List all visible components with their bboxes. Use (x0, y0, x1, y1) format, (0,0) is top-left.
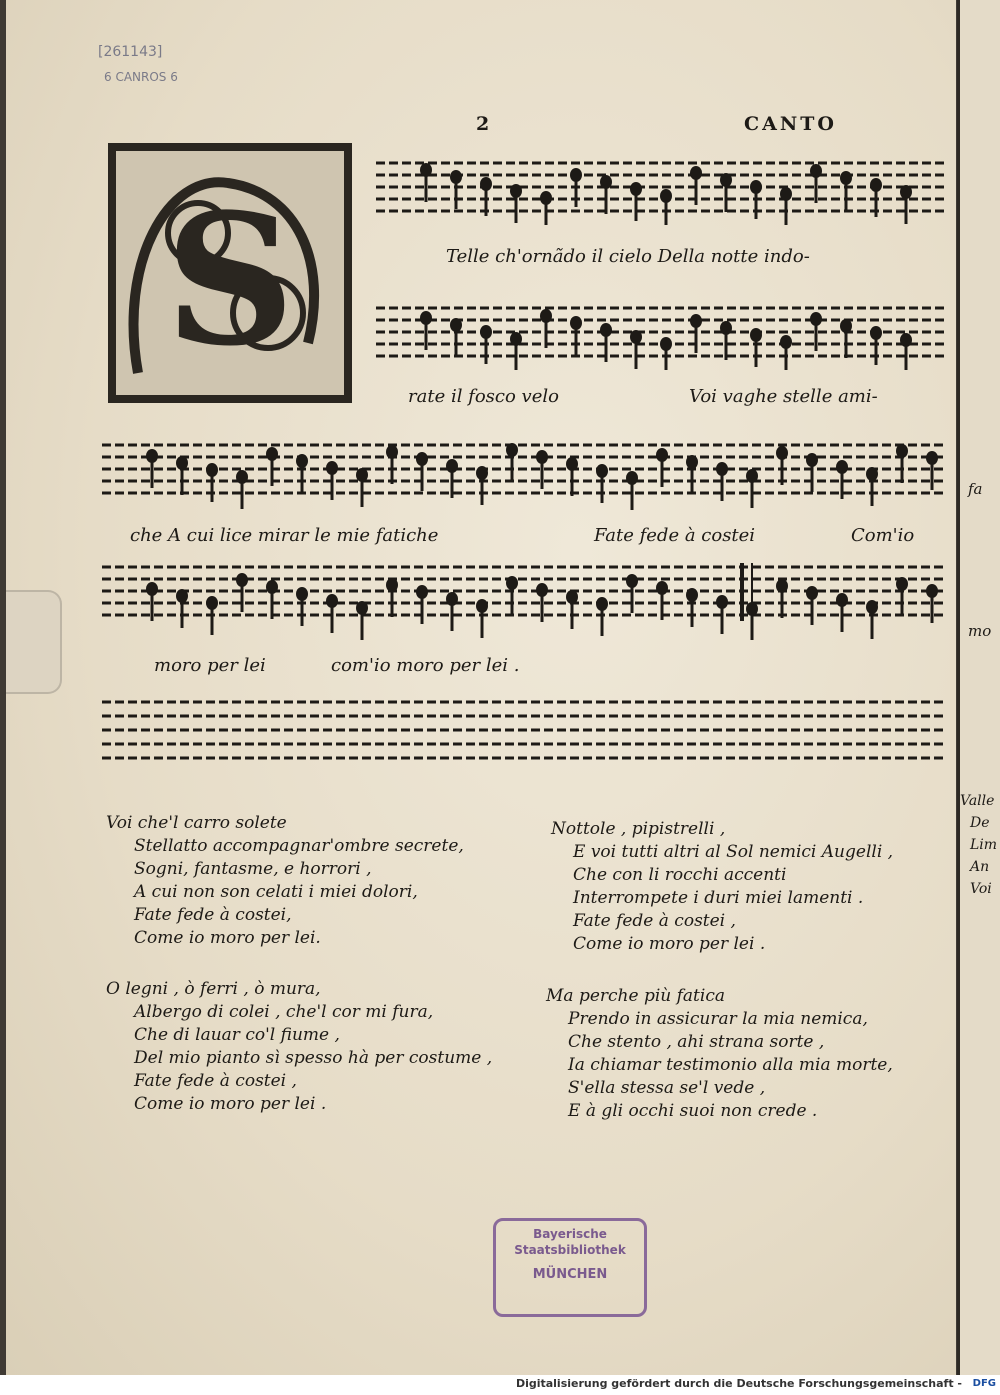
adjacent-fragment: Valle (960, 793, 995, 809)
library-stamp (493, 1218, 647, 1317)
music-staff-3 (102, 425, 952, 510)
lyric-line-1: Telle ch'ornãdo il cielo Della notte indo- (446, 246, 810, 267)
verse-line: Fate fede à costei , (134, 1071, 297, 1091)
verse-line: Come io moro per lei . (134, 1094, 327, 1114)
stanza-right-2 (546, 985, 893, 1123)
verse-line: Come io moro per lei . (573, 934, 766, 954)
book-page (6, 0, 956, 1375)
empty-staff (102, 690, 952, 775)
verse-line: Che stento , ahi strana sorte , (568, 1032, 825, 1052)
verse-line: Del mio pianto sì spesso hà per costume , (134, 1048, 493, 1068)
footer-credit: Digitalisierung gefördert durch die Deutsche Forschungsgemeinschaft - (515, 1377, 962, 1390)
verse-line: Interrompete i duri miei lamenti . (573, 888, 864, 908)
verse-line: Fate fede à costei, (134, 905, 292, 925)
lyric-line-3c: Com'io (851, 525, 915, 546)
music-staff-4 (102, 555, 952, 640)
adjacent-fragment: Lim (970, 837, 998, 853)
verse-line: O legni , ò ferri , ò mura, (106, 979, 321, 999)
footer-bar (0, 1375, 1000, 1395)
verse-line: S'ella stessa se'l vede , (568, 1078, 766, 1098)
adjacent-fragment: An (970, 859, 990, 875)
stamp-line-2: Staatsbibliothek (514, 1243, 626, 1257)
initial-ornament (108, 143, 352, 403)
verse-line: Ma perche più fatica (546, 986, 725, 1006)
verse-line: Voi che'l carro solete (106, 813, 287, 833)
lyric-line-4b: com'io moro per lei . (331, 655, 520, 676)
verse-line: Che con li rocchi accenti (573, 865, 787, 885)
adjacent-page (957, 0, 1000, 1375)
adjacent-fragment: mo (968, 622, 992, 640)
part-name: CANTO (744, 113, 837, 135)
catalog-number: [261143] (98, 44, 163, 60)
verse-line: Come io moro per lei. (134, 928, 321, 948)
page-number: 2 (476, 113, 493, 135)
verse-line: Prendo in assicurar la mia nemica, (568, 1009, 868, 1029)
initial-letter: S (165, 175, 295, 386)
music-staff-2 (376, 290, 951, 370)
page-fold (6, 590, 62, 694)
shelf-mark: 6 CANROS 6 (104, 70, 178, 84)
lyric-line-3b: Fate fede à costei (594, 525, 756, 546)
verse-line: E voi tutti altri al Sol nemici Augelli , (573, 842, 894, 862)
lyric-line-2b: Voi vaghe stelle ami- (689, 386, 878, 407)
stamp-line-3: MÜNCHEN (532, 1267, 608, 1282)
lyric-line-2a: rate il fosco velo (408, 386, 559, 407)
adjacent-fragment: De (970, 815, 990, 831)
verse-line: A cui non son celati i miei dolori, (134, 882, 418, 902)
dfg-logo: DFG (972, 1378, 996, 1389)
verse-line: Albergo di colei , che'l cor mi fura, (134, 1002, 434, 1022)
stanza-left-2 (106, 978, 492, 1116)
verse-line: Sogni, fantasme, e horrori , (134, 859, 372, 879)
verse-line: Fate fede à costei , (573, 911, 736, 931)
stanza-left-1 (106, 812, 464, 950)
adjacent-fragment: fa (968, 480, 983, 498)
verse-line: Stellatto accompagnar'ombre secrete, (134, 836, 464, 856)
verse-line: Ia chiamar testimonio alla mia morte, (568, 1055, 893, 1075)
lyric-line-4a: moro per lei (154, 655, 266, 676)
music-staff-1 (376, 145, 951, 225)
lyric-line-3a: che A cui lice mirar le mie fatiche (130, 525, 439, 546)
verse-line: Nottole , pipistrelli , (551, 819, 726, 839)
stamp-line-1: Bayerische (533, 1227, 607, 1241)
verse-line: Che di lauar co'l fiume , (134, 1025, 340, 1045)
decorated-initial (108, 143, 352, 403)
verse-line: E à gli occhi suoi non crede . (568, 1101, 818, 1121)
adjacent-fragment: Voi (970, 881, 992, 897)
stanza-right-1 (551, 818, 893, 956)
